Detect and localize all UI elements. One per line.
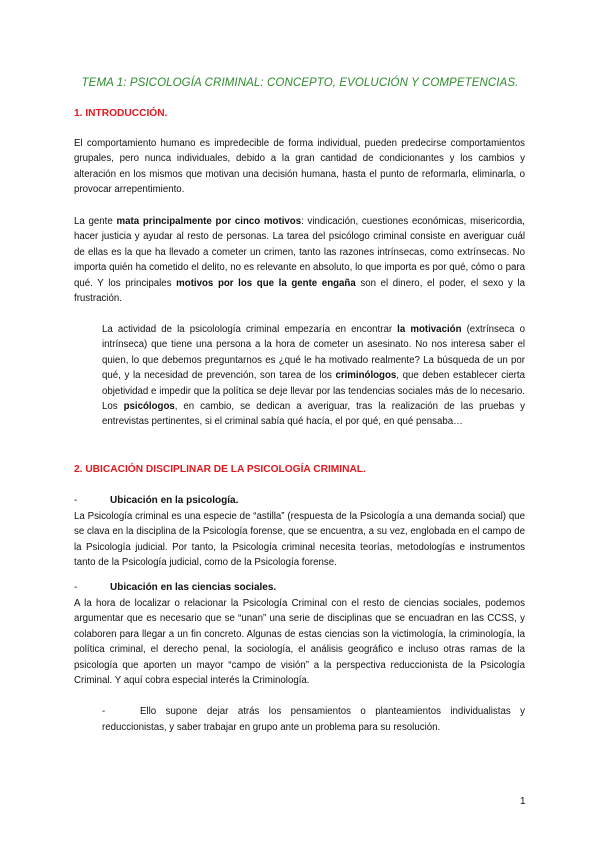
paragraph-3-text-c: (extrínseca o intrínseca) que tiene una persona a la hora de cometer un asesinato. No nos interesa saber el quien, lo que debemos preguntarnos es ¿qué le ha motivado realmente? La búsqueda de un por qué, y la necesidad de prevención, son tarea de los: [102, 324, 525, 382]
paragraph-ciencias-sociales: A la hora de localizar o relacionar la Psicología Criminal con el resto de ciencias sociales, podemos argumentar que es necesario que se “unan” una serie de disciplinas que se encuadran en las CCSS, y colaboren para llegar a un fin concreto. Algunas de estas ciencias son la victimología, la criminología, la política criminal, el derecho penal, la sociología, el análisis geográfico e incluso otras ramas de la psicología que aporten un mayor “campo de visión” a la perspectiva reduccionista de la Psicología Criminal. Y aquí cobra especial interés la Criminología.: [74, 598, 525, 687]
paragraph-3-indented: [102, 322, 525, 430]
paragraph-2-text-d: son el dinero, el poder, el sexo y la frustración.: [74, 277, 525, 305]
paragraph-psicologia: La Psicología criminal es una especie de “astilla” (respuesta de la Psicología a una demanda social) que se clava en la disciplina de la Psicología forense, que se encuentra, a su vez, englobada en el campo de la Psicología judicial. Por tanto, la Psicología criminal necesita teorías, metodologías e instrumentos tanto de la Psicología judicial, como de la Psicología forense.: [74, 511, 525, 569]
paragraph-3-text-a: La actividad de la psicolología criminal empezaría en encontrar: [102, 324, 398, 335]
paragraph-3-bold-criminologos: criminólogos: [335, 370, 397, 382]
subheading-ciencias-sociales: [74, 582, 276, 593]
subheading-dash: -: [74, 495, 78, 506]
bullet-item: [102, 704, 525, 736]
paragraph-3-bold-motivacion: la motivación: [397, 324, 462, 335]
paragraph-1: El comportamiento humano es impredecible de forma individual, pueden predecirse comportamientos grupales, pero nunca individuales, debido a la gran cantidad de condicionantes y los cambios y alteración en los mismos que motivan una decisión humana, hasta el punto de reformarla, eliminarla, o provocar arrepentimiento.: [74, 138, 525, 196]
paragraph-2-bold-motivos: mata principalmente por cinco motivos: [116, 216, 302, 227]
page-number: 1: [520, 796, 526, 807]
section-heading-introduccion: 1. INTRODUCCIÓN.: [74, 108, 168, 119]
subheading-psicologia-label: Ubicación en la psicología.: [110, 495, 239, 506]
paragraph-2-text-c: : vindicación, cuestiones económicas, misericordia, hacer justicia y ayudar al resto de personas. La tarea del psicólogo criminal consiste en averiguar cuál de ellas es la que ha llevado a cometer un crimen, tanto las razones intrínsecas, como extrínsecas. No importa quién ha cometido el delito, no es relevante en absoluto, lo que importa es por qué, cómo o para qué. Y los principales: [74, 216, 525, 289]
paragraph-2-text-a: La gente: [74, 216, 117, 227]
paragraph-3-text-e: , en cambio, se dedican a averiguar, tras la realización de las pruebas y entrevistas pertinentes, si el criminal sabía qué hacía, el por qué, en qué pensaba…: [102, 401, 526, 428]
bullet-dash: -: [102, 706, 106, 717]
section-heading-ubicacion: 2. UBICACIÓN DISCIPLINAR DE LA PSICOLOGÍA CRIMINAL.: [74, 464, 366, 475]
subheading-psicologia: [74, 495, 238, 506]
subheading-ciencias-label: Ubicación en las ciencias sociales.: [110, 582, 277, 593]
paragraph-2: [74, 214, 525, 306]
paragraph-3-bold-psicologos: psicólogos: [123, 401, 175, 413]
paragraph-2-bold-engana: motivos por los que la gente engaña: [176, 277, 356, 289]
bullet-text: Ello supone dejar atrás los pensamientos o planteamientos individualistas y reduccionistas, y saber trabajar en grupo ante un problema para su resolución.: [102, 706, 525, 733]
subheading-dash: -: [74, 582, 78, 593]
page-title: TEMA 1: PSICOLOGÍA CRIMINAL: CONCEPTO, EVOLUCIÓN Y COMPETENCIAS.: [81, 77, 519, 89]
paragraph-3-text-d: , que deben establecer cierta objetividad e impedir que la política se deje llevar por las tendencias sociales más de lo necesario. Los: [102, 370, 525, 413]
